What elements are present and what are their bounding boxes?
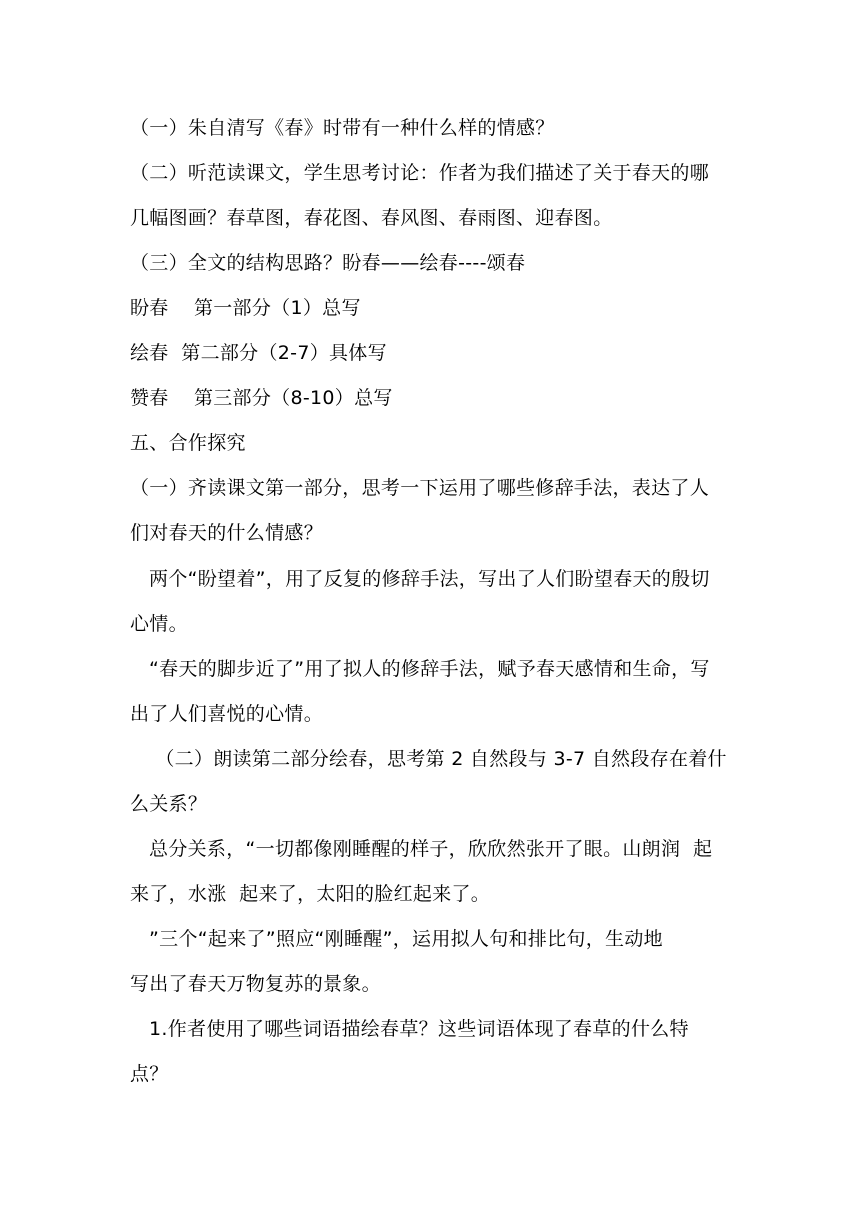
inquiry-2-answer-line-4: 写出了春天万物复苏的景象。 <box>130 973 381 995</box>
inquiry-1-answer-2-line-2: 出了人们喜悦的心情。 <box>130 703 324 725</box>
inquiry-2-question-line-1: （二）朗读第二部分绘春，思考第 2 自然段与 3-7 自然段存在着什 <box>130 748 727 770</box>
question-1-line: （一）朱自清写《春》时带有一种什么样的情感？ <box>130 117 555 139</box>
structure-part-1: 盼春 第一部分（1）总写 <box>130 297 361 319</box>
inquiry-1-answer-1-line-1: 两个“盼望着”，用了反复的修辞手法，写出了人们盼望春天的殷切 <box>130 568 710 590</box>
question-3-line: （三）全文的结构思路？盼春——绘春----颂春 <box>130 252 526 274</box>
inquiry-1-question-line-1: （一）齐读课文第一部分，思考一下运用了哪些修辞手法，表达了人 <box>130 477 710 499</box>
inquiry-2-question-line-2: 么关系？ <box>130 793 208 815</box>
question-2-line-1: （二）听范读课文，学生思考讨论：作者为我们描述了关于春天的哪 <box>130 162 710 184</box>
section-heading: 五、合作探究 <box>130 432 246 454</box>
structure-part-3: 赞春 第三部分（8-10）总写 <box>130 387 393 409</box>
question-2-line-2: 几幅图画？春草图，春花图、春风图、春雨图、迎春图。 <box>130 207 613 229</box>
inquiry-1-answer-1-line-2: 心情。 <box>130 613 188 635</box>
inquiry-2-answer-line-3: ”三个“起来了”照应“刚睡醒”，运用拟人句和排比句，生动地 <box>130 928 663 950</box>
subquestion-1-line-2: 点？ <box>130 1063 169 1085</box>
subquestion-1-line-1: 1.作者使用了哪些词语描绘春草？这些词语体现了春草的什么特 <box>130 1018 689 1040</box>
inquiry-2-answer-line-1: 总分关系，“一切都像刚睡醒的样子，欣欣然张开了眼。山朗润 起 <box>130 838 713 860</box>
inquiry-1-question-line-2: 们对春天的什么情感？ <box>130 522 324 544</box>
structure-part-2: 绘春 第二部分（2-7）具体写 <box>130 342 387 364</box>
inquiry-1-answer-2-line-1: “春天的脚步近了”用了拟人的修辞手法，赋予春天感情和生命，写 <box>130 658 710 680</box>
inquiry-2-answer-line-2: 来了，水涨 起来了，太阳的脸红起来了。 <box>130 883 491 905</box>
